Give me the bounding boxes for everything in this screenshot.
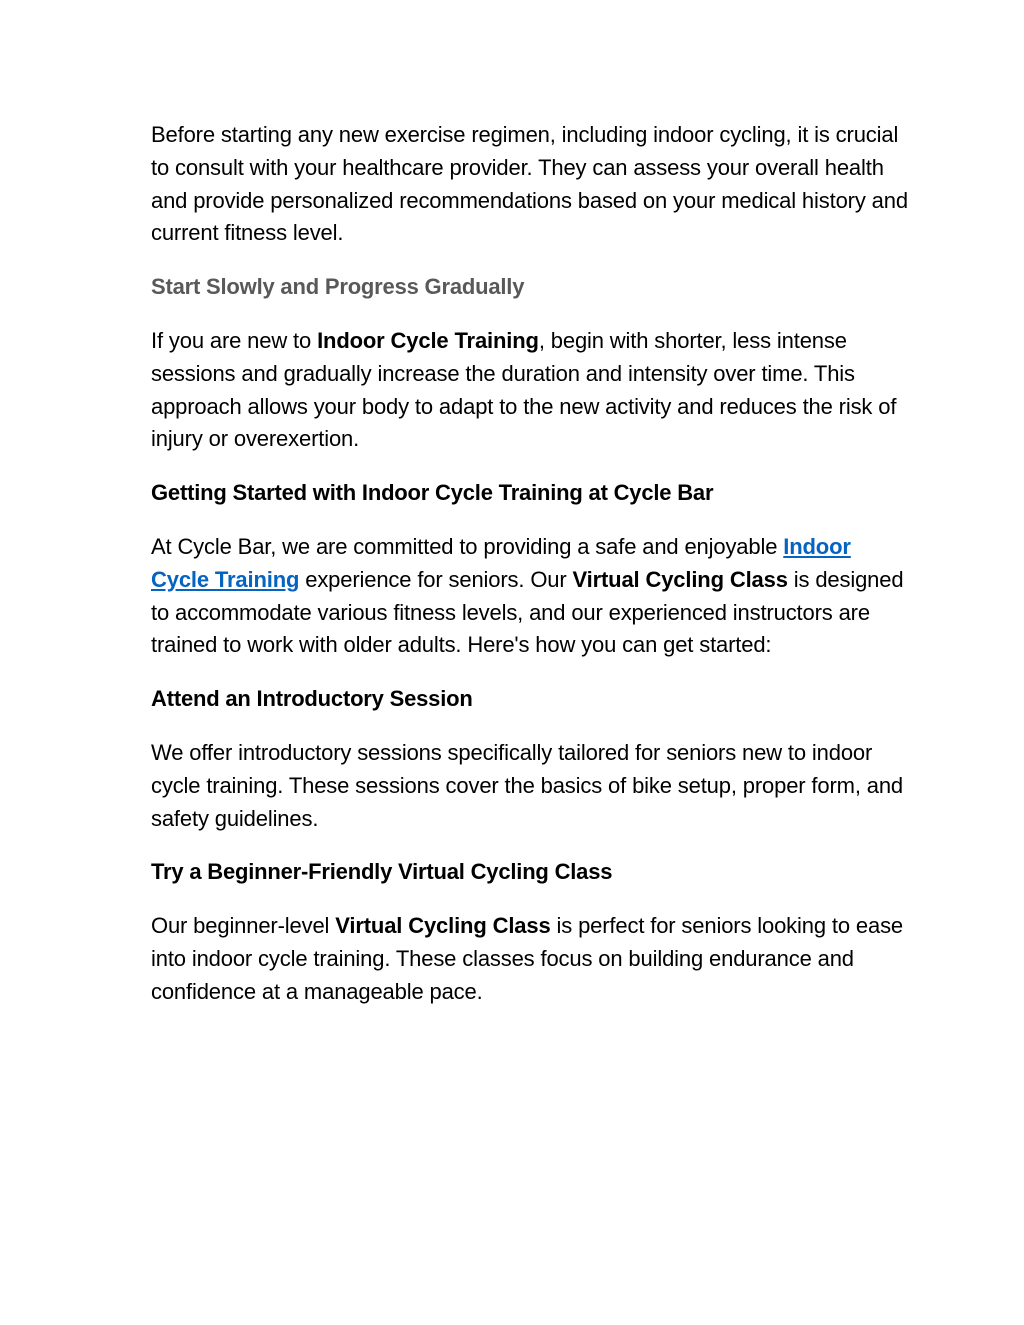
start-slowly-text-pre: If you are new to [151, 327, 318, 353]
section-heading-introductory: Attend an Introductory Session [151, 686, 473, 712]
start-slowly-text-post: , begin with shorter, less intense sessions and gradually increase the duration and intensity over time. This approach allows your body to adapt to the new activity and reduces the risk of injury or overexertion. [151, 327, 897, 452]
getting-started-bold-term: Virtual Cycling Class [572, 566, 788, 592]
beginner-text-post: is perfect for seniors looking to ease into indoor cycle training. These classes focus on building endurance and confidence at a manageable pace. [151, 913, 904, 1004]
beginner-bold-term: Virtual Cycling Class [335, 913, 551, 939]
getting-started-text-pre: At Cycle Bar, we are committed to providing a safe and enjoyable [151, 533, 784, 559]
intro-paragraph: Before starting any new exercise regimen, including indoor cycling, it is crucial to consult with your healthcare provider. They can assess your overall health and provide personalized recommendations based on your medical history and current fitness level. [151, 122, 908, 246]
introductory-paragraph: We offer introductory sessions specifically tailored for seniors new to indoor cycle training. These sessions cover the basics of bike setup, proper form, and safety guidelines. [151, 739, 904, 831]
document-page [151, 119, 911, 1030]
section-heading-getting-started: Getting Started with Indoor Cycle Training at Cycle Bar [151, 480, 714, 506]
getting-started-paragraph [151, 531, 911, 662]
section-heading-start-slowly: Start Slowly and Progress Gradually [151, 274, 525, 300]
getting-started-text-post: is designed to accommodate various fitness levels, and our experienced instructors are trained to work with older adults. Here's how you can get started: [151, 566, 904, 658]
beginner-paragraph [151, 910, 911, 1008]
section-heading-beginner: Try a Beginner-Friendly Virtual Cycling Class [151, 859, 613, 885]
start-slowly-paragraph [151, 325, 911, 456]
indoor-cycle-training-link[interactable]: Indoor Cycle Training [151, 533, 851, 592]
beginner-text-pre: Our beginner-level [151, 913, 336, 939]
getting-started-text-mid: experience for seniors. Our [299, 566, 573, 592]
start-slowly-bold-term: Indoor Cycle Training [317, 327, 539, 353]
